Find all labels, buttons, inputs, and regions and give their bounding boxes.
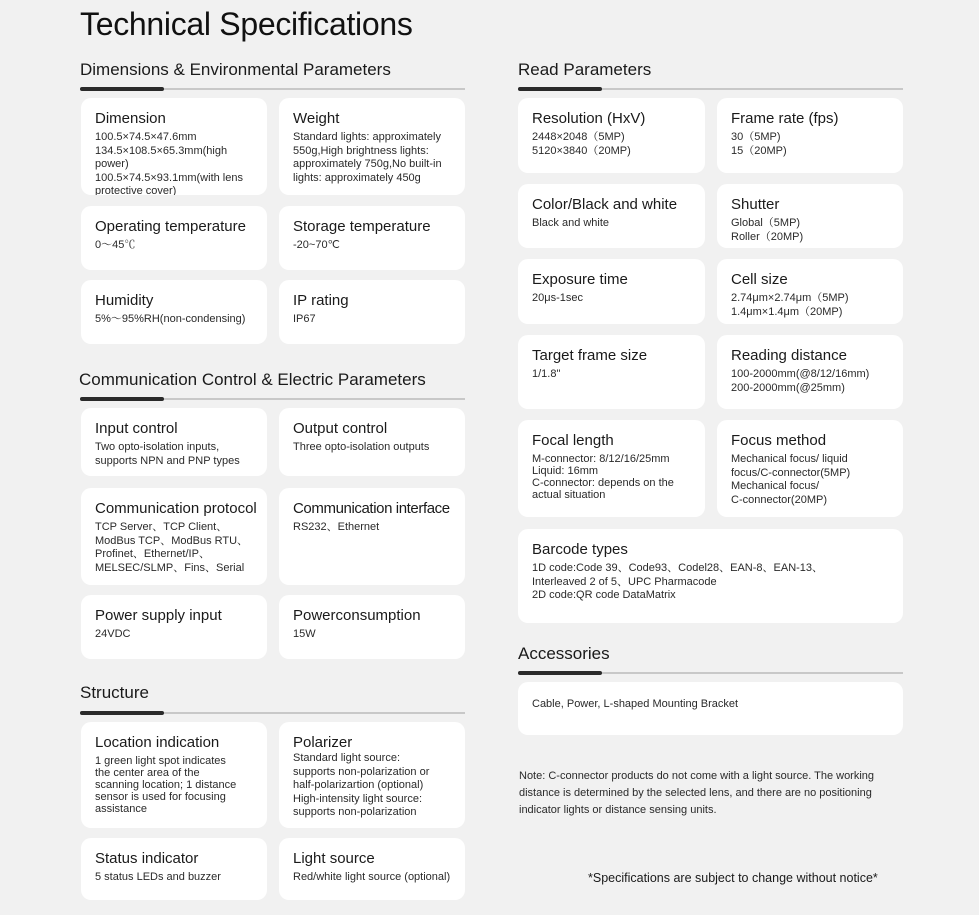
spec-label: Polarizer bbox=[293, 734, 353, 751]
spec-card-input-control bbox=[81, 408, 267, 476]
spec-value: 30（5MP) 15（20MP) bbox=[731, 131, 787, 157]
spec-value: 100.5×74.5×47.6mm 134.5×108.5×65.3mm(high power) 100.5×74.5×93.1mm(with lens protective cover) bbox=[95, 131, 243, 195]
spec-card-polarizer bbox=[279, 722, 465, 828]
spec-label: Light source bbox=[293, 850, 375, 867]
spec-card-humidity bbox=[81, 280, 267, 344]
note-text: Note: C-connector products do not come with a light source. The working distance is determined by the selected lens, and there are no positioning indicator lights or distance sensing units. bbox=[519, 770, 875, 816]
spec-card-weight bbox=[279, 98, 465, 195]
spec-value: IP67 bbox=[293, 313, 316, 325]
spec-label: Frame rate (fps) bbox=[731, 110, 839, 127]
spec-value: Standard lights: approximately 550g,High brightness lights: approximately 750g,No built-in lights: approximately 450g bbox=[293, 131, 442, 184]
spec-label: Target frame size bbox=[532, 347, 648, 364]
spec-label: Color/Black and white bbox=[532, 196, 678, 213]
spec-card-ip-rating bbox=[279, 280, 465, 344]
spec-value: 24VDC bbox=[95, 628, 131, 640]
spec-card-operating-temperature bbox=[81, 206, 267, 270]
spec-value: -20~70℃ bbox=[293, 239, 340, 251]
spec-card-focal-length bbox=[518, 420, 705, 517]
spec-value: RS232、Ethernet bbox=[293, 521, 380, 533]
section-divider bbox=[80, 398, 465, 400]
spec-card-barcode-types bbox=[518, 529, 903, 623]
spec-card-reading-distance bbox=[717, 335, 903, 409]
spec-label: Output control bbox=[293, 420, 388, 437]
spec-label: Dimension bbox=[95, 110, 166, 127]
section-heading-accessories: Accessories bbox=[518, 644, 610, 663]
spec-value: Three opto-isolation outputs bbox=[293, 441, 430, 453]
spec-label: Humidity bbox=[95, 292, 154, 309]
spec-label: Communication interface bbox=[293, 500, 450, 517]
spec-label: Storage temperature bbox=[293, 218, 431, 235]
spec-card-light-source bbox=[279, 838, 465, 900]
spec-card-color-mode bbox=[518, 184, 705, 248]
spec-card-location-indication bbox=[81, 722, 267, 828]
spec-value: Mechanical focus/ liquid focus/C-connector(5MP) Mechanical focus/ C-connector(20MP) bbox=[731, 453, 851, 506]
section-divider bbox=[80, 712, 465, 714]
spec-card-shutter bbox=[717, 184, 903, 248]
spec-label: Reading distance bbox=[731, 347, 847, 364]
accessories-value: Cable, Power, L-shaped Mounting Bracket bbox=[532, 698, 739, 710]
spec-card-resolution bbox=[518, 98, 705, 173]
spec-value: TCP Server、TCP Client、 ModBus TCP、ModBus RTU、 Profinet、Ethernet/IP、 MELSEC/SLMP、Fins、Serial bbox=[95, 521, 249, 574]
spec-card-exposure-time bbox=[518, 259, 705, 324]
spec-value: 5%～95%RH(non-condensing) bbox=[95, 313, 246, 325]
disclaimer-text: *Specifications are subject to change without notice* bbox=[588, 871, 878, 885]
spec-card-target-frame-size bbox=[518, 335, 705, 409]
spec-card-focus-method bbox=[717, 420, 903, 517]
page-title: Technical Specifications bbox=[80, 6, 413, 42]
spec-label: Focus method bbox=[731, 432, 827, 449]
section-divider bbox=[80, 88, 465, 90]
spec-value: 5 status LEDs and buzzer bbox=[95, 871, 221, 883]
section-heading-structure: Structure bbox=[80, 683, 149, 702]
spec-label: Weight bbox=[293, 110, 340, 127]
spec-card-status-indicator bbox=[81, 838, 267, 900]
section-heading-dimensions: Dimensions & Environmental Parameters bbox=[80, 60, 391, 79]
spec-card-cell-size bbox=[717, 259, 903, 324]
spec-value: Red/white light source (optional) bbox=[293, 871, 451, 883]
spec-value: 20μs-1sec bbox=[532, 292, 583, 304]
spec-value: Two opto-isolation inputs, supports NPN and PNP types bbox=[95, 441, 240, 467]
spec-value: M-connector: 8/12/16/25mm Liquid: 16mm C-connector: depends on the actual situation bbox=[532, 453, 674, 501]
spec-card-output-control bbox=[279, 408, 465, 476]
spec-value: 15W bbox=[293, 628, 316, 640]
spec-value: Global（5MP) Roller（20MP) bbox=[731, 217, 804, 243]
spec-label: Input control bbox=[95, 420, 178, 437]
spec-card-power-consumption bbox=[279, 595, 465, 659]
accessories-card bbox=[518, 682, 903, 735]
spec-label: Shutter bbox=[731, 196, 780, 213]
section-divider bbox=[518, 672, 903, 674]
spec-value: Standard light source: supports non-polarization or half-polarizartion (optional) High-intensity light source: supports non-polarization bbox=[293, 752, 430, 818]
spec-value: 1D code:Code 39、Code93、Codel28、EAN-8、EAN-13、 Interleaved 2 of 5、UPC Pharmacode 2D code:QR code DataMatrix bbox=[532, 562, 824, 601]
spec-value: 1/1.8" bbox=[532, 368, 561, 380]
spec-value: 2.74μm×2.74μm（5MP) 1.4μm×1.4μm（20MP) bbox=[731, 292, 849, 318]
spec-label: Focal length bbox=[532, 432, 614, 449]
section-heading-communication: Communication Control & Electric Parameters bbox=[79, 370, 426, 389]
spec-label: Exposure time bbox=[532, 271, 628, 288]
spec-label: Power supply input bbox=[95, 607, 222, 624]
spec-label: Barcode types bbox=[532, 541, 628, 558]
spec-value: 1 green light spot indicates the center area of the scanning location; 1 distance sensor is used for focusing assistance bbox=[95, 755, 237, 815]
spec-label: Resolution (HxV) bbox=[532, 110, 646, 127]
spec-label: Location indication bbox=[95, 734, 220, 751]
spec-card-power-supply-input bbox=[81, 595, 267, 659]
spec-card-communication-protocol bbox=[81, 488, 267, 585]
section-divider bbox=[518, 88, 903, 90]
spec-label: Status indicator bbox=[95, 850, 199, 867]
spec-value: 2448×2048（5MP) 5120×3840（20MP) bbox=[532, 131, 631, 157]
spec-card-storage-temperature bbox=[279, 206, 465, 270]
spec-card-dimension bbox=[81, 98, 267, 195]
spec-value: 100-2000mm(@8/12/16mm) 200-2000mm(@25mm) bbox=[731, 368, 870, 394]
spec-label: Powerconsumption bbox=[293, 607, 421, 624]
spec-card-communication-interface bbox=[279, 488, 465, 585]
spec-value: 0～45℃ bbox=[95, 239, 136, 251]
spec-label: Cell size bbox=[731, 271, 788, 288]
spec-label: Operating temperature bbox=[95, 218, 246, 235]
spec-label: Communication protocol bbox=[95, 500, 257, 517]
spec-value: Black and white bbox=[532, 217, 610, 229]
spec-card-frame-rate bbox=[717, 98, 903, 173]
section-heading-read-parameters: Read Parameters bbox=[518, 60, 652, 79]
spec-label: IP rating bbox=[293, 292, 349, 309]
